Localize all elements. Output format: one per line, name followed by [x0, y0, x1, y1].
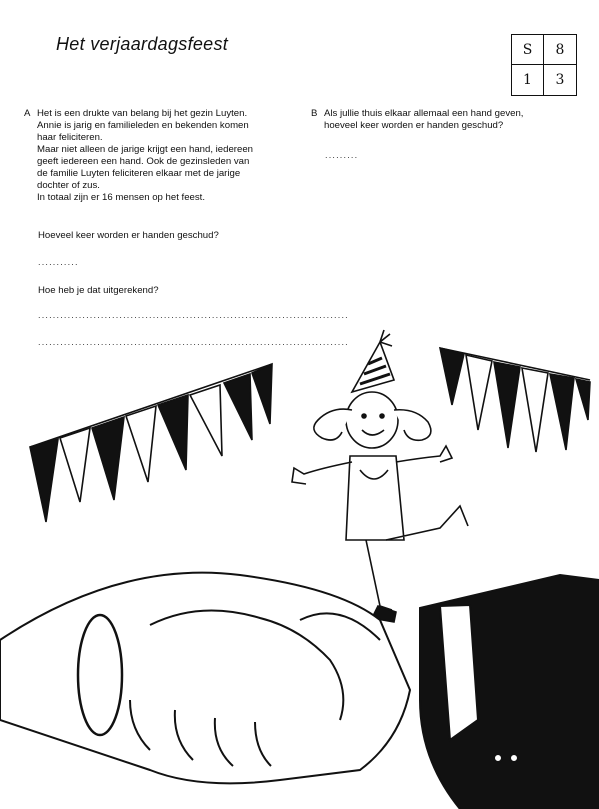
- text-line: Annie is jarig en familieleden en bekenden komen: [37, 120, 249, 131]
- section-a: [24, 108, 304, 204]
- code-cell: 3: [555, 72, 565, 88]
- code-cell: 1: [512, 65, 544, 95]
- text-line: geeft iedereen een hand. Ook de gezinsleden van: [37, 156, 250, 167]
- bunting-right-icon: [440, 348, 590, 452]
- section-a-text: [37, 108, 304, 204]
- text-line: Het is een drukte van belang bij het gezin Luyten.: [37, 108, 248, 119]
- text-line: haar feliciteren.: [37, 132, 103, 143]
- handshake-icon: [0, 573, 599, 809]
- text-line: Maar niet alleen de jarige krijgt een hand, iedereen: [37, 144, 253, 155]
- code-cell: 8: [544, 35, 576, 65]
- exercise-code-grid: [511, 34, 577, 96]
- section-b-text: [324, 108, 591, 132]
- answer-line-3[interactable]: ....................................................................................: [38, 337, 349, 347]
- answer-line-2[interactable]: ....................................................................................: [38, 310, 349, 320]
- bunting-left-icon: [30, 364, 272, 522]
- party-illustration: [0, 330, 599, 809]
- question-2: Hoe heb je dat uitgerekend?: [38, 285, 159, 296]
- section-b-letter: B: [311, 108, 318, 119]
- text-line: Als jullie thuis elkaar allemaal een hand geven,: [324, 108, 524, 119]
- section-b: [311, 108, 591, 132]
- text-line: hoeveel keer worden er handen geschud?: [324, 120, 504, 131]
- text-line: dochter of zus.: [37, 180, 100, 191]
- answer-line-1[interactable]: ...........: [38, 257, 79, 267]
- party-girl-icon: [292, 330, 468, 622]
- text-line: In totaal zijn er 16 mensen op het feest.: [37, 192, 205, 203]
- answer-line-b[interactable]: .........: [325, 150, 359, 160]
- question-1: Hoeveel keer worden er handen geschud?: [38, 230, 219, 241]
- page-title: Het verjaardagsfeest: [56, 34, 229, 54]
- code-cell: S: [512, 35, 544, 65]
- section-a-letter: A: [24, 108, 31, 119]
- text-line: de familie Luyten feliciteren elkaar met de jarige: [37, 168, 241, 179]
